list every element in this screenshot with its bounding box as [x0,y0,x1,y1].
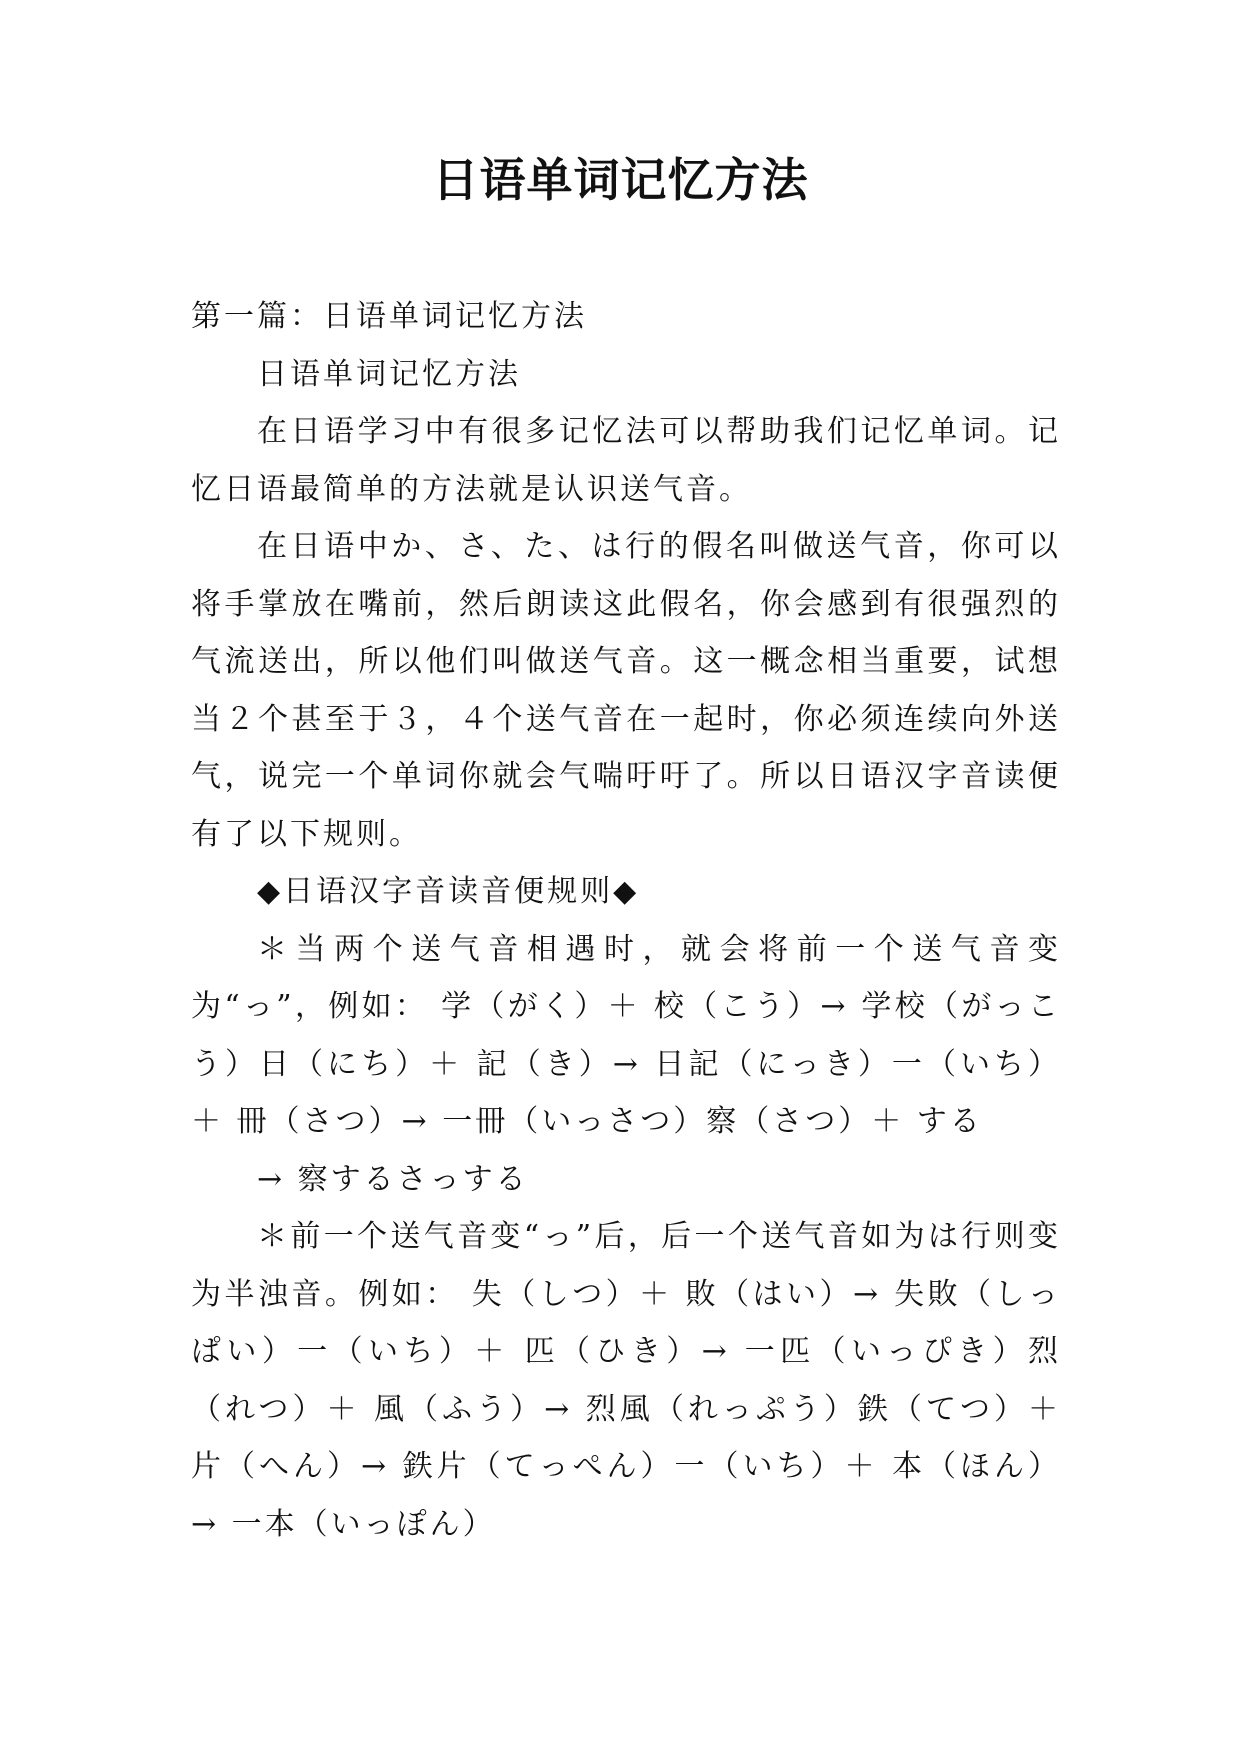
document-body [191,288,1061,1553]
rule-one: ＊当两个送气音相遇时，就会将前一个送气音变为“っ”，例如： 学（がく）＋ 校（こう）→ 学校（がっこう）日（にち）＋ 記（き）→ 日記（にっき）一（いち）＋ 冊（さつ）→ 一冊（いっさつ）察（さつ）＋ する [191,931,1061,1139]
rule-one-continued: → 察するさっする [257,1161,529,1197]
paragraph-intro: 在日语学习中有很多记忆法可以帮助我们记忆单词。记忆日语最简单的方法就是认识送气音。 [191,414,1061,507]
document-title: 日语单词记忆方法 [432,153,809,207]
section-heading: 第一篇：日语单词记忆方法 [191,299,587,334]
paragraph-aspirated-sounds: 在日语中か、さ、た、は行的假名叫做送气音，你可以将手掌放在嘴前，然后朗读这此假名，你会感到有很强烈的气流送出，所以他们叫做送气音。这一概念相当重要，试想当２个甚至于３，４个送气音在一起时，你必须连续向外送气，说完一个单词你就会气喘吁吁了。所以日语汉字音读便有了以下规则。 [191,529,1061,852]
rules-heading: ◆日语汉字音读音便规则◆ [257,874,640,909]
rule-two: ＊前一个送气音变“っ”后，后一个送气音如为は行则变为半浊音。例如： 失（しつ）＋ 敗（はい）→ 失敗（しっぱい）一（いち）＋ 匹（ひき）→ 一匹（いっぴき）烈（れつ）＋ 風（ふう）→ 烈風（れっぷう）鉄（てつ）＋ 片（へん）→ 鉄片（てっぺん）一（いち）＋ 本（ほん）→ 一本（いっぽん） [191,1219,1061,1542]
subtitle: 日语单词记忆方法 [257,356,521,392]
